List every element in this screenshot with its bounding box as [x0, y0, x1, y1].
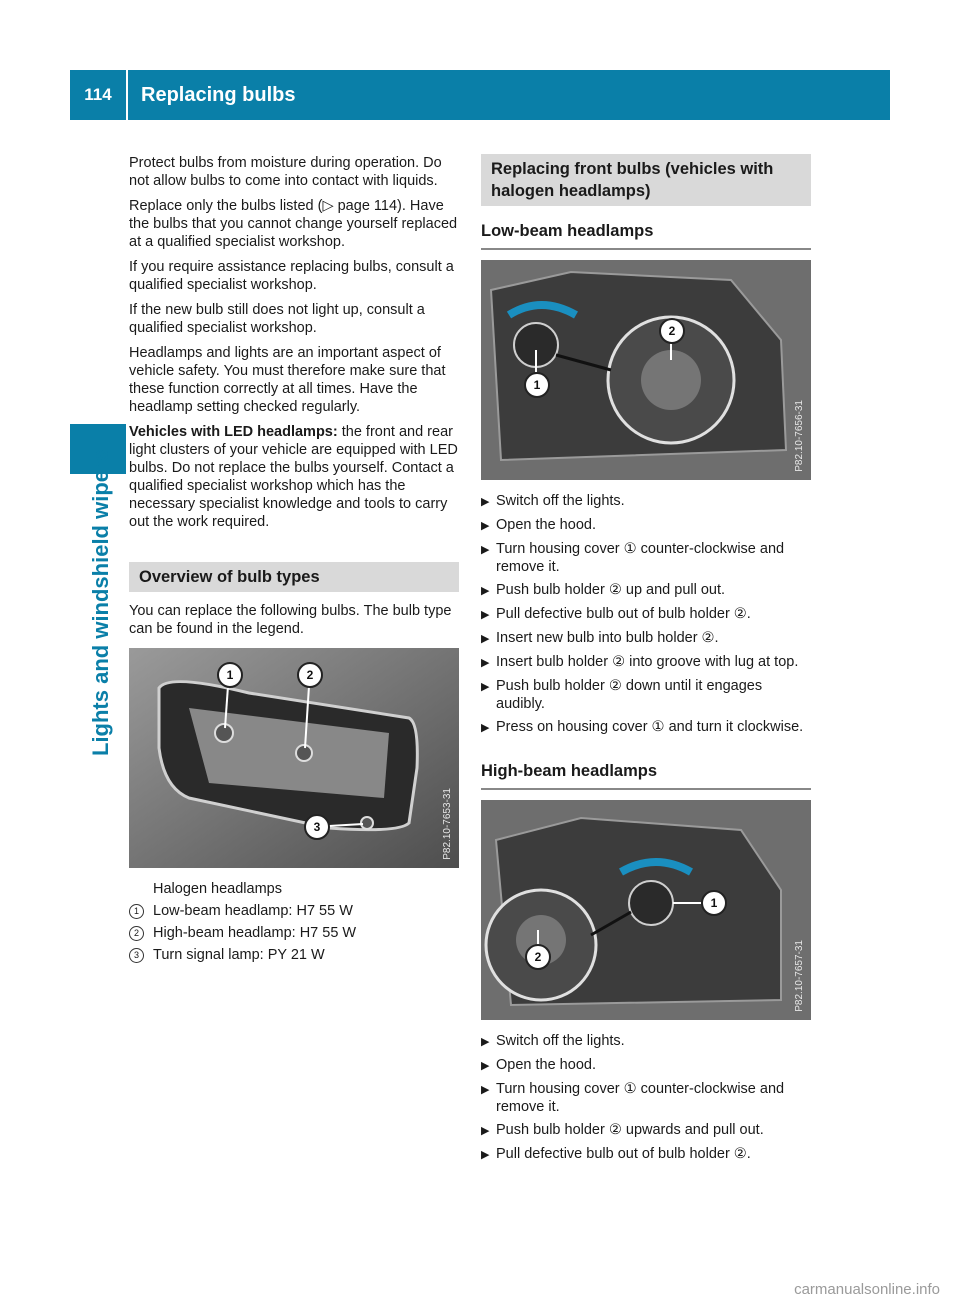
- headlamp-illustration: [129, 648, 459, 868]
- step-arrow-icon: ▶: [481, 657, 490, 669]
- page-number: 114: [84, 85, 112, 104]
- callout-1: 1: [524, 372, 550, 398]
- low-beam-steps: [481, 492, 811, 737]
- section-heading: Overview of bulb types: [129, 562, 459, 592]
- step-arrow-icon: ▶: [481, 585, 490, 597]
- figure-code: P82.10-7657-31: [794, 940, 805, 1012]
- step-arrow-icon: ▶: [481, 633, 490, 645]
- step-item: [481, 1056, 811, 1075]
- step-text: Push bulb holder ② upwards and pull out.: [496, 1122, 764, 1138]
- step-arrow-icon: ▶: [481, 496, 490, 508]
- step-text: Press on housing cover ① and turn it clockwise.: [496, 719, 804, 735]
- step-text: Turn housing cover ① counter-clockwise and remove it.: [496, 541, 785, 575]
- figure-caption: Halogen headlamps: [153, 881, 282, 897]
- paragraph: Protect bulbs from moisture during operation. Do not allow bulbs to come into contact with liquids.: [129, 155, 442, 189]
- step-item: [481, 492, 811, 511]
- paragraph: If you require assistance replacing bulbs, consult a qualified specialist workshop.: [129, 259, 454, 293]
- step-item: [481, 516, 811, 535]
- figure-code: P82.10-7656-31: [794, 400, 805, 472]
- step-text: Insert bulb holder ② into groove with lug at top.: [496, 654, 799, 670]
- low-beam-figure: [481, 260, 811, 480]
- header-divider: [126, 70, 128, 120]
- legend-item: 3 Turn signal lamp: PY 21 W: [129, 946, 459, 964]
- step-text: Push bulb holder ② down until it engages audibly.: [496, 678, 763, 712]
- paragraph: You can replace the following bulbs. The bulb type can be found in the legend.: [129, 603, 452, 637]
- step-text: Switch off the lights.: [496, 493, 625, 509]
- step-arrow-icon: ▶: [481, 722, 490, 734]
- low-beam-illustration: [481, 260, 811, 480]
- high-beam-illustration: [481, 800, 811, 1020]
- left-column: [129, 154, 459, 968]
- step-arrow-icon: ▶: [481, 609, 490, 621]
- callout-3: 3: [304, 814, 330, 840]
- watermark: carmanualsonline.info: [794, 1281, 940, 1298]
- step-item: [481, 581, 811, 600]
- paragraph: If the new bulb still does not light up, consult a qualified specialist workshop.: [129, 302, 425, 336]
- step-arrow-icon: ▶: [481, 1036, 490, 1048]
- right-column: [481, 154, 811, 1169]
- step-text: Open the hood.: [496, 517, 596, 533]
- step-text: Turn housing cover ① counter-clockwise and remove it.: [496, 1081, 785, 1115]
- callout-1: 1: [217, 662, 243, 688]
- step-item: [481, 1032, 811, 1051]
- callout-1: 1: [701, 890, 727, 916]
- step-item: [481, 653, 811, 672]
- figure-code: P82.10-7653-31: [442, 788, 453, 860]
- step-arrow-icon: ▶: [481, 1125, 490, 1137]
- step-item: [481, 1080, 811, 1116]
- step-item: [481, 718, 811, 737]
- legend-item: 2 High-beam headlamp: H7 55 W: [129, 924, 459, 942]
- halogen-headlamp-figure: [129, 648, 459, 868]
- step-arrow-icon: ▶: [481, 544, 490, 556]
- step-text: Open the hood.: [496, 1057, 596, 1073]
- step-item: [481, 677, 811, 713]
- step-item: [481, 629, 811, 648]
- high-beam-steps: [481, 1032, 811, 1164]
- step-text: Switch off the lights.: [496, 1033, 625, 1049]
- high-beam-figure: [481, 800, 811, 1020]
- legend-item: 1 Low-beam headlamp: H7 55 W: [129, 902, 459, 920]
- callout-2: 2: [659, 318, 685, 344]
- step-item: [481, 1121, 811, 1140]
- callout-2: 2: [297, 662, 323, 688]
- step-text: Pull defective bulb out of bulb holder ②.: [496, 606, 751, 622]
- callout-2: 2: [525, 944, 551, 970]
- step-text: Insert new bulb into bulb holder ②.: [496, 630, 719, 646]
- section-heading: Replacing front bulbs (vehicles with halogen headlamps): [481, 154, 811, 206]
- step-arrow-icon: ▶: [481, 1060, 490, 1072]
- step-arrow-icon: ▶: [481, 1084, 490, 1096]
- chapter-label: Lights and windshield wipers: [88, 449, 113, 756]
- paragraph: Headlamps and lights are an important aspect of vehicle safety. You must therefore make sure that these function correctly at all times. Have the headlamp setting checked regularly.: [129, 345, 446, 415]
- subheading-high-beam: High-beam headlamps: [481, 758, 811, 790]
- step-text: Pull defective bulb out of bulb holder ②.: [496, 1146, 751, 1162]
- step-arrow-icon: ▶: [481, 1149, 490, 1161]
- step-item: [481, 1145, 811, 1164]
- step-item: [481, 540, 811, 576]
- step-text: Push bulb holder ② up and pull out.: [496, 582, 726, 598]
- paragraph: Replace only the bulbs listed (▷ page 114). Have the bulbs that you cannot change yourself replaced at a qualified specialist workshop.: [129, 198, 458, 250]
- step-item: [481, 605, 811, 624]
- page-title: Replacing bulbs: [141, 83, 296, 106]
- led-note: Vehicles with LED headlamps: the front and rear light clusters of your vehicle are equipped with LED bulbs. Do not replace the bulbs yourself. Contact a qualified specialist workshop which has the necessary specialist knowledge and tools to carry out the work required.: [129, 424, 458, 530]
- step-arrow-icon: ▶: [481, 520, 490, 532]
- subheading-low-beam: Low-beam headlamps: [481, 218, 811, 250]
- step-arrow-icon: ▶: [481, 681, 490, 693]
